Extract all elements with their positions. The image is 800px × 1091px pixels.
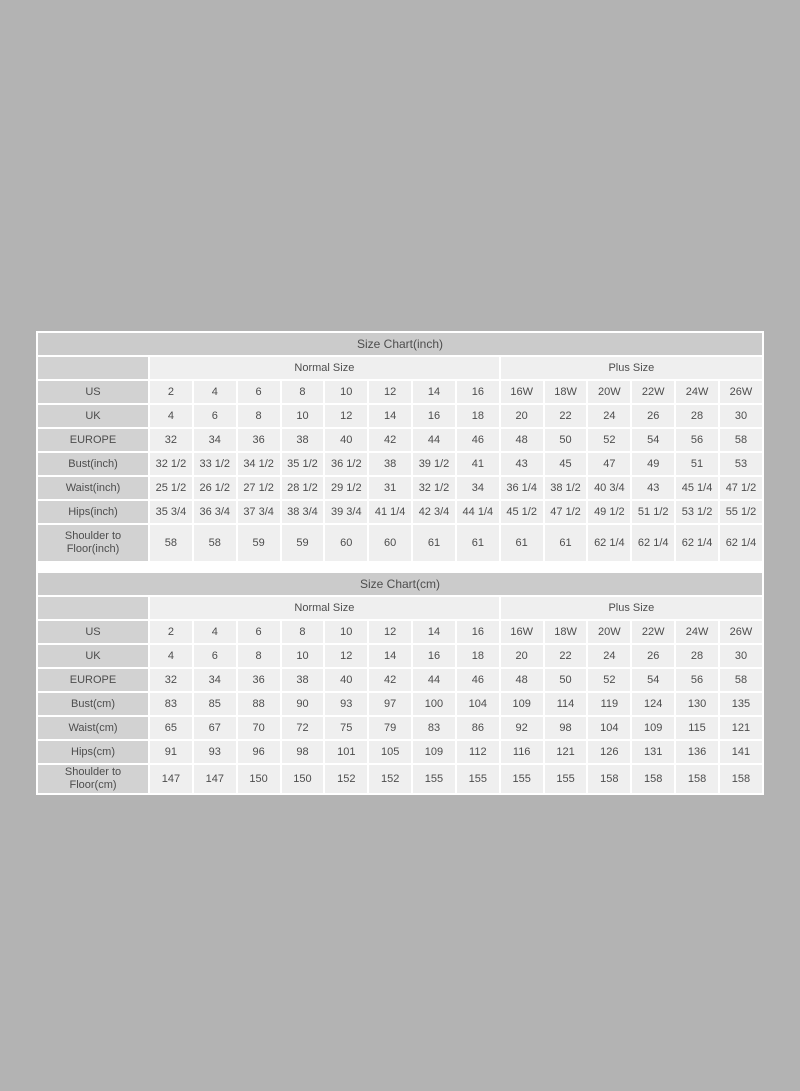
table-cell: 119: [588, 693, 630, 715]
table-cell: 131: [632, 741, 674, 763]
table-row: [38, 525, 762, 561]
table-cell: 130: [676, 693, 718, 715]
table-cell: 59: [282, 525, 324, 561]
table-cell: 155: [501, 765, 543, 793]
table-cell: 97: [369, 693, 411, 715]
table-cell: 83: [150, 693, 192, 715]
table-cell: 43: [501, 453, 543, 475]
table-cell: 24W: [676, 381, 718, 403]
table-cell: 43: [632, 477, 674, 499]
table-cell: 39 3/4: [325, 501, 367, 523]
table-cell: 51 1/2: [632, 501, 674, 523]
table-cell: 36: [238, 429, 280, 451]
table-cell: 61: [501, 525, 543, 561]
table-cell: 105: [369, 741, 411, 763]
table-cell: 155: [457, 765, 499, 793]
table-cell: 46: [457, 669, 499, 691]
table-cell: 96: [238, 741, 280, 763]
table-cell: 53: [720, 453, 762, 475]
table-cell: 53 1/2: [676, 501, 718, 523]
table-cell: 93: [194, 741, 236, 763]
row-label: EUROPE: [38, 429, 148, 451]
table-cell: 25 1/2: [150, 477, 192, 499]
table-cell: 112: [457, 741, 499, 763]
table-cell: 33 1/2: [194, 453, 236, 475]
table-cell: 28: [676, 645, 718, 667]
table-cell: 14: [369, 405, 411, 427]
table-cell: 14: [413, 621, 455, 643]
table-cell: 16W: [501, 381, 543, 403]
table-cell: 48: [501, 669, 543, 691]
row-label: Bust(inch): [38, 453, 148, 475]
table-cell: 58: [194, 525, 236, 561]
table-cell: 34: [457, 477, 499, 499]
table-cell: 135: [720, 693, 762, 715]
table-cell: 109: [632, 717, 674, 739]
table-cell: 44 1/4: [457, 501, 499, 523]
row-label: EUROPE: [38, 669, 148, 691]
table-row: [38, 765, 762, 793]
table-cell: 12: [325, 405, 367, 427]
table-cell: 20: [501, 645, 543, 667]
table-cell: 41 1/4: [369, 501, 411, 523]
table-cell: 45: [545, 453, 587, 475]
table-cell: 54: [632, 669, 674, 691]
table-cell: 30: [720, 645, 762, 667]
table-cell: 37 3/4: [238, 501, 280, 523]
table-cell: 83: [413, 717, 455, 739]
table-row: [38, 669, 762, 691]
table-cell: 49: [632, 453, 674, 475]
table-cell: 26W: [720, 381, 762, 403]
table-cell: 8: [282, 381, 324, 403]
table-cell: 20W: [588, 621, 630, 643]
table-cell: 58: [150, 525, 192, 561]
table-cell: 26: [632, 645, 674, 667]
table-cell: 40 3/4: [588, 477, 630, 499]
table-cell: 16W: [501, 621, 543, 643]
table-cell: 46: [457, 429, 499, 451]
table-row: [38, 501, 762, 523]
column-group-header: Normal Size: [150, 357, 499, 379]
table-cell: 61: [545, 525, 587, 561]
table-cell: 88: [238, 693, 280, 715]
size-chart-sheet: [36, 331, 764, 795]
table-cell: 6: [194, 405, 236, 427]
table-cell: 155: [545, 765, 587, 793]
table-cell: 62 1/4: [588, 525, 630, 561]
table-cell: 24W: [676, 621, 718, 643]
row-label: UK: [38, 405, 148, 427]
table-row: [38, 693, 762, 715]
table-cell: 79: [369, 717, 411, 739]
table-cell: 14: [413, 381, 455, 403]
table-cell: 158: [676, 765, 718, 793]
table-cell: 34: [194, 669, 236, 691]
table-cell: 35 3/4: [150, 501, 192, 523]
table-cell: 26 1/2: [194, 477, 236, 499]
table-cell: 22W: [632, 381, 674, 403]
table-cell: 45 1/4: [676, 477, 718, 499]
table-cell: 48: [501, 429, 543, 451]
column-group-header: Plus Size: [501, 357, 762, 379]
table-cell: 16: [457, 381, 499, 403]
table-cell: 38 1/2: [545, 477, 587, 499]
table-cell: 14: [369, 645, 411, 667]
column-group-row: [38, 357, 762, 379]
table-cell: 28 1/2: [282, 477, 324, 499]
table-cell: 121: [545, 741, 587, 763]
table-cell: 30: [720, 405, 762, 427]
table-cell: 52: [588, 429, 630, 451]
table-cell: 56: [676, 669, 718, 691]
table-cell: 56: [676, 429, 718, 451]
table-cell: 22W: [632, 621, 674, 643]
table-cell: 4: [150, 645, 192, 667]
row-label: Shoulder to Floor(inch): [38, 525, 148, 561]
table-cell: 8: [238, 405, 280, 427]
table-cell: 50: [545, 669, 587, 691]
table-row: [38, 645, 762, 667]
table-cell: 22: [545, 645, 587, 667]
table-cell: 10: [282, 405, 324, 427]
row-label: Waist(inch): [38, 477, 148, 499]
table-cell: 6: [194, 645, 236, 667]
table-cell: 92: [501, 717, 543, 739]
table-cell: 59: [238, 525, 280, 561]
table-cell: 158: [588, 765, 630, 793]
table-cell: 18: [457, 645, 499, 667]
table-cell: 61: [457, 525, 499, 561]
table-cell: 34: [194, 429, 236, 451]
table-cell: 158: [720, 765, 762, 793]
column-group-header: Normal Size: [150, 597, 499, 619]
row-label: Hips(inch): [38, 501, 148, 523]
table-cell: 29 1/2: [325, 477, 367, 499]
table-cell: 18: [457, 405, 499, 427]
table-cell: 38: [282, 429, 324, 451]
table-cell: 27 1/2: [238, 477, 280, 499]
table-cell: 75: [325, 717, 367, 739]
table-cell: 16: [457, 621, 499, 643]
table-cell: 38: [369, 453, 411, 475]
table-cell: 32: [150, 669, 192, 691]
table-cell: 104: [457, 693, 499, 715]
table-cell: 100: [413, 693, 455, 715]
table-cell: 39 1/2: [413, 453, 455, 475]
table-cell: 12: [369, 381, 411, 403]
table-row: [38, 621, 762, 643]
table-cell: 36 3/4: [194, 501, 236, 523]
table-cell: 150: [282, 765, 324, 793]
table-cell: 104: [588, 717, 630, 739]
table-cell: 4: [150, 405, 192, 427]
table-cell: 32: [150, 429, 192, 451]
table-cell: 34 1/2: [238, 453, 280, 475]
table-cell: 38: [282, 669, 324, 691]
table-cell: 22: [545, 405, 587, 427]
table-cell: 101: [325, 741, 367, 763]
table-title-row: [38, 573, 762, 595]
table-cell: 152: [325, 765, 367, 793]
table-cell: 20: [501, 405, 543, 427]
table-cell: 16: [413, 405, 455, 427]
table-row: [38, 477, 762, 499]
table-cell: 91: [150, 741, 192, 763]
column-group-row: [38, 597, 762, 619]
table-cell: 147: [194, 765, 236, 793]
table-cell: 41: [457, 453, 499, 475]
table-cell: 93: [325, 693, 367, 715]
table-cell: 31: [369, 477, 411, 499]
table-cell: 35 1/2: [282, 453, 324, 475]
table-cell: 36: [238, 669, 280, 691]
table-cell: 47: [588, 453, 630, 475]
table-cell: 24: [588, 405, 630, 427]
table-row: [38, 381, 762, 403]
table-cell: 32 1/2: [413, 477, 455, 499]
table-cell: 58: [720, 669, 762, 691]
table-cell: 55 1/2: [720, 501, 762, 523]
table-title: Size Chart(cm): [38, 573, 762, 595]
table-title: Size Chart(inch): [38, 333, 762, 355]
table-cell: 24: [588, 645, 630, 667]
row-label: Shoulder to Floor(cm): [38, 765, 148, 793]
table-cell: 42: [369, 669, 411, 691]
table-cell: 141: [720, 741, 762, 763]
table-cell: 126: [588, 741, 630, 763]
table-cell: 36 1/2: [325, 453, 367, 475]
table-cell: 32 1/2: [150, 453, 192, 475]
table-cell: 16: [413, 645, 455, 667]
corner-cell: [38, 597, 148, 619]
size-chart-inch-table: [36, 331, 764, 563]
table-cell: 109: [501, 693, 543, 715]
table-cell: 109: [413, 741, 455, 763]
table-cell: 42: [369, 429, 411, 451]
table-cell: 98: [545, 717, 587, 739]
table-cell: 18W: [545, 621, 587, 643]
table-cell: 70: [238, 717, 280, 739]
table-cell: 47 1/2: [720, 477, 762, 499]
table-cell: 26W: [720, 621, 762, 643]
table-cell: 58: [720, 429, 762, 451]
table-cell: 26: [632, 405, 674, 427]
table-cell: 67: [194, 717, 236, 739]
row-label: US: [38, 381, 148, 403]
table-cell: 8: [238, 645, 280, 667]
table-cell: 150: [238, 765, 280, 793]
table-cell: 147: [150, 765, 192, 793]
table-row: [38, 405, 762, 427]
table-cell: 72: [282, 717, 324, 739]
table-cell: 50: [545, 429, 587, 451]
table-cell: 121: [720, 717, 762, 739]
table-cell: 12: [369, 621, 411, 643]
table-cell: 61: [413, 525, 455, 561]
row-label: Bust(cm): [38, 693, 148, 715]
table-cell: 4: [194, 381, 236, 403]
table-cell: 54: [632, 429, 674, 451]
row-label: Waist(cm): [38, 717, 148, 739]
table-cell: 115: [676, 717, 718, 739]
row-label: Hips(cm): [38, 741, 148, 763]
table-cell: 116: [501, 741, 543, 763]
table-cell: 18W: [545, 381, 587, 403]
table-cell: 65: [150, 717, 192, 739]
table-cell: 158: [632, 765, 674, 793]
table-cell: 10: [282, 645, 324, 667]
table-cell: 42 3/4: [413, 501, 455, 523]
table-cell: 38 3/4: [282, 501, 324, 523]
table-cell: 12: [325, 645, 367, 667]
table-cell: 47 1/2: [545, 501, 587, 523]
table-cell: 85: [194, 693, 236, 715]
table-cell: 6: [238, 381, 280, 403]
table-cell: 90: [282, 693, 324, 715]
table-cell: 114: [545, 693, 587, 715]
table-cell: 6: [238, 621, 280, 643]
table-cell: 2: [150, 381, 192, 403]
table-cell: 4: [194, 621, 236, 643]
table-cell: 10: [325, 381, 367, 403]
table-cell: 86: [457, 717, 499, 739]
table-cell: 40: [325, 669, 367, 691]
table-row: [38, 429, 762, 451]
table-cell: 52: [588, 669, 630, 691]
row-label: UK: [38, 645, 148, 667]
table-cell: 62 1/4: [632, 525, 674, 561]
table-cell: 44: [413, 429, 455, 451]
table-cell: 60: [325, 525, 367, 561]
table-cell: 51: [676, 453, 718, 475]
table-cell: 2: [150, 621, 192, 643]
table-row: [38, 453, 762, 475]
table-cell: 62 1/4: [720, 525, 762, 561]
size-chart-cm-table: [36, 571, 764, 795]
table-title-row: [38, 333, 762, 355]
table-cell: 152: [369, 765, 411, 793]
column-group-header: Plus Size: [501, 597, 762, 619]
table-cell: 98: [282, 741, 324, 763]
table-cell: 60: [369, 525, 411, 561]
table-cell: 136: [676, 741, 718, 763]
table-cell: 20W: [588, 381, 630, 403]
table-cell: 155: [413, 765, 455, 793]
table-cell: 40: [325, 429, 367, 451]
table-cell: 49 1/2: [588, 501, 630, 523]
table-cell: 10: [325, 621, 367, 643]
table-row: [38, 717, 762, 739]
table-cell: 44: [413, 669, 455, 691]
table-cell: 62 1/4: [676, 525, 718, 561]
table-cell: 8: [282, 621, 324, 643]
table-cell: 36 1/4: [501, 477, 543, 499]
row-label: US: [38, 621, 148, 643]
table-row: [38, 741, 762, 763]
corner-cell: [38, 357, 148, 379]
table-cell: 45 1/2: [501, 501, 543, 523]
table-cell: 28: [676, 405, 718, 427]
table-cell: 124: [632, 693, 674, 715]
